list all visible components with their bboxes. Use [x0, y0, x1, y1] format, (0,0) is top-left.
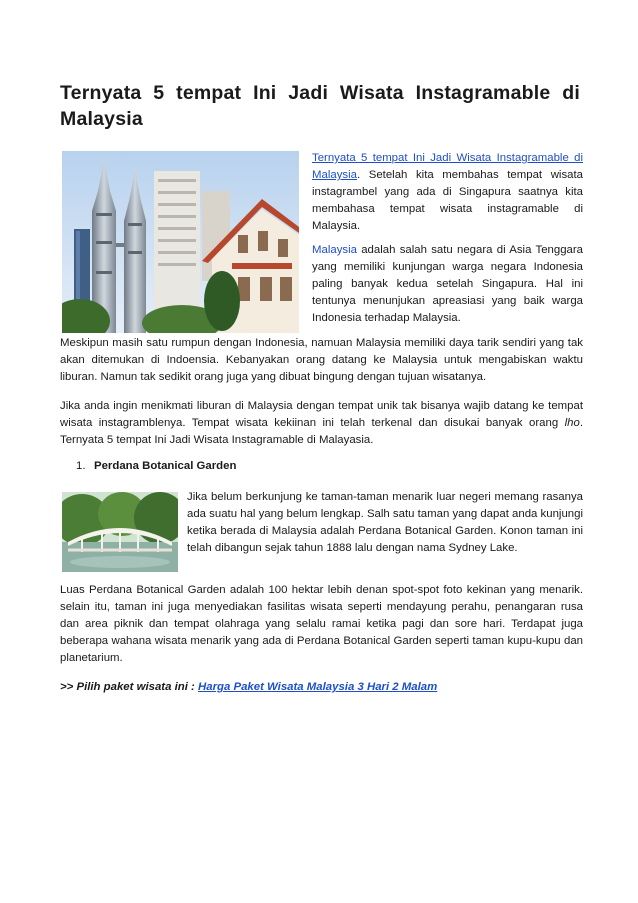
body-paragraph-2	[60, 398, 583, 449]
body-paragraph-3: Luas Perdana Botanical Garden adalah 100 hektar lebih denan spot-spot foto kekinan yang menarik. selain itu, taman ini juga menyediakan fasilitas wisata seperti mendayung perahu, penangaran rusa dan area piknik dan tempat olahraga yang selalu ramai ketika pagi dan sore hari. Terdapat juga beberapa wahana wisata menarik yang ada di Perdana Botanical Garden seperti taman kupu-kupu dan planetarium.	[60, 584, 583, 664]
title-line-1	[60, 80, 580, 106]
promo-line	[60, 681, 437, 693]
intro-article-link[interactable]: Ternyata 5 tempat Ini Jadi Wisata Instagramable di Malaysia	[312, 152, 583, 181]
list-number: 1.	[76, 460, 86, 472]
promo-prefix: >> Pilih paket wisata ini :	[60, 681, 199, 693]
title-word: 5	[153, 82, 165, 104]
title-word: Ini	[253, 82, 277, 104]
malaysia-link[interactable]: Malaysia	[312, 244, 357, 256]
body-paragraph-1: Meskipun masih satu rumpun dengan Indonesia, namuan Malaysia memiliki daya tarik sendiri yang tak akan ditemukan di Indoensia. Kebanyakan orang datang ke Malaysia untuk mengabiskan waktu liburan. Namun tak sedikit orang juga yang dibuat bingung dengan tujuan wisatanya.	[60, 337, 583, 383]
kuala-lumpur-skyline-photo	[62, 151, 299, 333]
title-word: Ternyata	[60, 82, 142, 104]
list-label: Perdana Botanical Garden	[94, 460, 237, 472]
body-text: Jika anda ingin menikmati liburan di Malaysia dengan tempat unik tak bisanya wajib datang ke tempat wisata instagramblenya. Tempat wisata kekiinan ini telah terkenal dan disukai banyak orang	[60, 400, 583, 429]
title-word: tempat	[176, 82, 242, 104]
title-word: Jadi	[288, 82, 329, 104]
title-word: di	[562, 82, 580, 104]
title-line-2: Malaysia	[60, 108, 143, 130]
intro-text: . Setelah kita membahas tempat wisata instagrambel yang ada di Singapura saatnya kita membahasa tempat wisata instagramable di Malaysia.	[312, 169, 583, 232]
botanical-garden-photo	[62, 492, 178, 572]
promo-package-link[interactable]: Harga Paket Wisata Malaysia 3 Hari 2 Malam	[198, 681, 438, 693]
italic-word: lho	[564, 417, 580, 429]
malaysia-text: adalah salah satu negara di Asia Tenggara yang memiliki kunjungan warga negara Indonesia paling banyak kedua setelah Singapura. Hal ini tentunya menunjukan apreasiasi yang baik warga Indonesia terhadap Malaysia.	[312, 244, 583, 324]
garden-paragraph: Jika belum berkunjung ke taman-taman menarik luar negeri memang rasanya ada suatu hal yang belum lengkap. Salh satu taman yang dapat anda kunjungi ketika berada di Malaysia adalah Perdana Botanical Garden. Konon taman ini telah dibangun sejak tahun 1888 lalu dengan nama Sydney Lake.	[187, 491, 583, 554]
body-text: . Ternyata 5 tempat Ini Jadi Wisata Instagramable di Malayasia.	[60, 417, 583, 446]
malaysia-paragraph	[312, 242, 583, 327]
list-item-perdana	[76, 460, 236, 472]
intro-paragraph	[312, 150, 583, 235]
title-word: Instagramable	[415, 82, 551, 104]
title-word: Wisata	[339, 82, 404, 104]
article-title	[60, 80, 580, 132]
